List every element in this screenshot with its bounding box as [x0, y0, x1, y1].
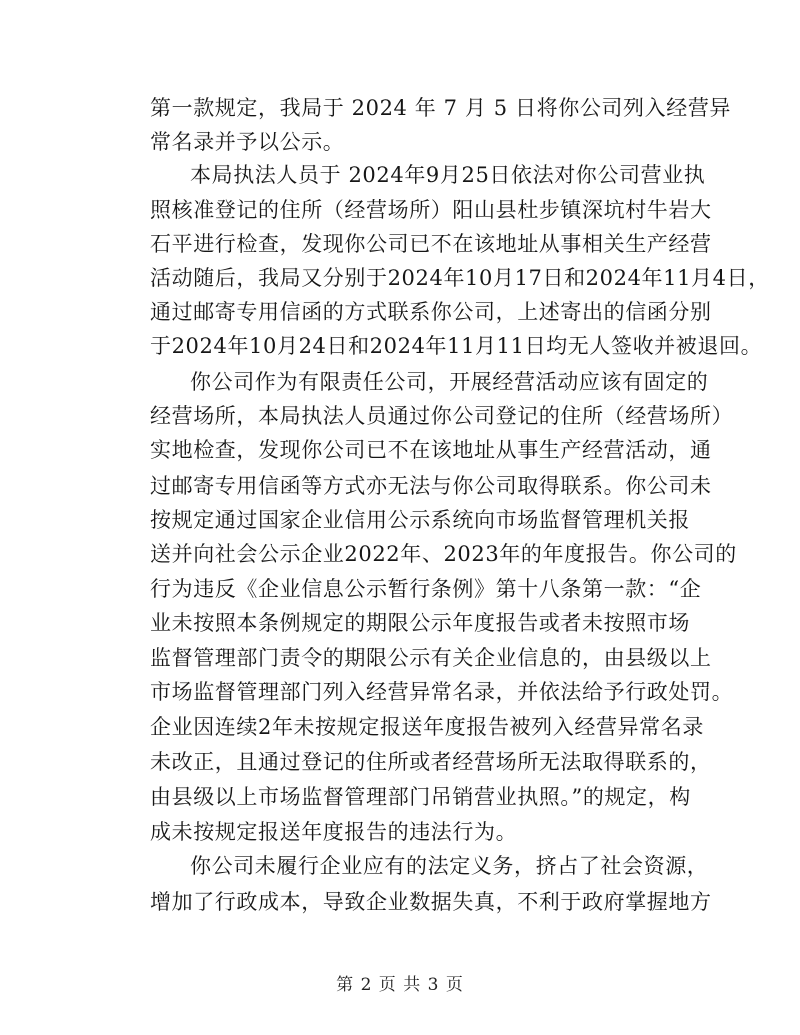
text-line: 按规定通过国家企业信用公示系统向市场监督管理机关报: [150, 508, 690, 532]
page-number-footer: 第 2 页 共 3 页: [336, 975, 464, 995]
text-line: 通过邮寄专用信函的方式联系你公司，上述寄出的信函分别: [150, 300, 712, 324]
text-line: 业未按照本条例规定的期限公示年度报告或者未按照市场: [150, 611, 690, 635]
text-line: 监督管理部门责令的期限公示有关企业信息的，由县级以上: [150, 646, 712, 670]
text-line: 过邮寄专用信函等方式亦无法与你公司取得联系。你公司未: [150, 474, 712, 498]
text-line: 企业因连续2年未按规定报送年度报告被列入经营异常名录: [150, 715, 704, 739]
text-line: 照核准登记的住所（经营场所）阳山县杜步镇深坑村牛岩大: [150, 198, 712, 222]
text-line: 常名录并予以公示。: [150, 130, 345, 154]
text-line: 实地检查，发现你公司已不在该地址从事生产经营活动，通: [150, 438, 712, 462]
text-line: 经营场所，本局执法人员通过你公司登记的住所（经营场所）: [150, 404, 734, 428]
text-line: 市场监督管理部门列入经营异常名录，并依法给予行政处罚。: [150, 680, 734, 704]
text-line: 由县级以上市场监督管理部门吊销营业执照。”的规定，构: [150, 785, 691, 809]
text-line: 未改正，且通过登记的住所或者经营场所无法取得联系的，: [150, 750, 712, 774]
text-line: 活动随后，我局又分别于2024年10月17日和2024年11月4日，: [150, 266, 770, 290]
text-line: 第一款规定，我局于 2024 年 7 月 5 日将你公司列入经营异: [150, 96, 732, 120]
text-line: 于2024年10月24日和2024年11月11日均无人签收并被退回。: [150, 334, 763, 358]
text-line: 行为违反《企业信息公示暂行条例》第十八条第一款：“企: [150, 577, 702, 601]
text-line: 增加了行政成本，导致企业数据失真，不利于政府掌握地方: [150, 890, 712, 914]
text-line: 你公司未履行企业应有的法定义务，挤占了社会资源，: [190, 854, 709, 878]
text-line: 本局执法人员于 2024年9月25日依法对你公司营业执: [190, 163, 706, 187]
text-line: 送并向社会公示企业2022年、2023年的年度报告。你公司的: [150, 542, 737, 566]
text-line: 你公司作为有限责任公司，开展经营活动应该有固定的: [190, 370, 709, 394]
text-line: 石平进行检查，发现你公司已不在该地址从事相关生产经营: [150, 232, 712, 256]
text-line: 成未按规定报送年度报告的违法行为。: [150, 820, 518, 844]
